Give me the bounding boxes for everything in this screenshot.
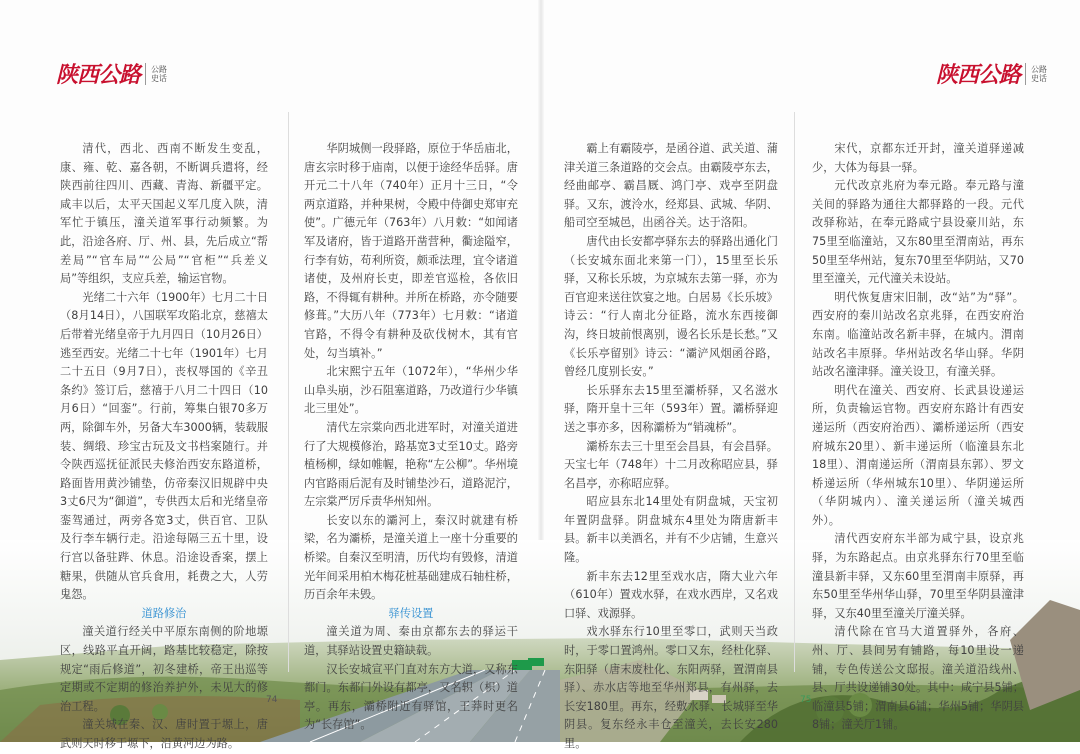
paragraph: 明代在潼关、西安府、长武县设递运所，负责输运官物。西安府东路计有西安递运所（西安府治西）、灞桥递运所（西安府城东20里）、新丰递运所（临潼县东北18里）、渭南递运所（渭南县东郭）、罗文桥递运所（华州城东10里）、华阴递运所（华阴城内）、潼关递运所（潼关城西外）。 bbox=[812, 383, 1024, 527]
paragraph: 长乐驿东去15里至灞桥驿，又名滋水驿，隋开皇十三年（593年）置。灞桥驿迎送之事亦多，因称灞桥为“销魂桥”。 bbox=[564, 383, 778, 434]
text-column-3 bbox=[564, 140, 778, 754]
paragraph: 清代，西北、西南不断发生变乱，康、雍、乾、嘉各朝，不断调兵遣将，经陕西前往四川、西藏、青海、新疆平定。咸丰以后，太平天国起义军几度入陕，清军忙于镇压，潼关道军事行动频繁。为此，沿途各府、厅、州、县，先后成立“帮差局”“官车局”“公局”“官柜”“兵差义局”等组织，支应兵差，输运官物。 bbox=[60, 142, 268, 286]
paragraph: 戏水驿东行10里至零口，武则天当政时，于零口置鸿州。零口又东，经杜化驿、东阳驿（唐末废杜化、东阳两驿，置渭南县驿）、赤水店等地至华州郑县，有州驿，去长安180里。再东，经敷水驿、长城驿至华阴县。复东经永丰仓至潼关，去长安280里。 bbox=[564, 625, 778, 750]
section-heading: 道路修治 bbox=[141, 606, 187, 620]
paragraph: 灞桥东去三十里至会昌县，有会昌驿。天宝七年（748年）十二月改称昭应县，驿名昌亭，亦称昭应驿。 bbox=[564, 439, 778, 490]
paragraph: 光绪二十六年（1900年）七月二十日（8月14日），八国联军攻陷北京，慈禧太后带着光绪皇帝于九月四日（10月26日）逃至西安。光绪二十七年（1901年）七月二十五日（9月7日），丧权辱国的《辛丑条约》签订后，慈禧于八月二十四日（10月6日）“回銮”。行前，筹集白银70多万两，除御车外，另备大车3000辆，装载服装、绸缎、珍宝古玩及文书档案随行。并令陕西巡抚征派民夫修治西安东路道桥，路面皆用黄沙铺垫，仿帝秦汉旧规辟中央3丈6尺为“御道”，专供西太后和光绪皇帝銮驾通过，两旁各宽3丈，供百官、卫队及行李车辆行走。沿途每隔三五十里，设行宫以备驻跸、休息。沿途设香案，摆上糖果，供随从官兵食用，耗费之大，人劳鬼怨。 bbox=[60, 290, 268, 602]
left-masthead bbox=[56, 58, 167, 89]
page-number-left: 74 bbox=[266, 695, 278, 705]
column-rule-1 bbox=[288, 112, 289, 672]
paragraph: 宋代，京都东迁开封，潼关道驿递减少，大体为每县一驿。 bbox=[812, 142, 1024, 174]
paragraph: 潼关城在秦、汉、唐时置于塬上，唐武则天时移于塬下，沿黄河边为路。 bbox=[60, 718, 268, 750]
text-column-1 bbox=[60, 140, 268, 754]
left-section-label: 公路 史话 bbox=[151, 64, 168, 83]
paragraph: 清代左宗棠向西北进军时，对潼关道进行了大规模修治，路基宽3丈至10丈。路旁植杨柳，绿如帷幄，艳称“左公柳”。华州境内官路雨后泥有及时铺垫沙石，道路泥泞，左宗棠严厉斥责华州知州。 bbox=[304, 420, 518, 509]
paragraph: 新丰东去12里至戏水店，隋大业六年（610年）置戏水驿，在戏水西岸，又名戏口驿、戏源驿。 bbox=[564, 569, 778, 620]
right-masthead bbox=[936, 58, 1047, 89]
paragraph: 昭应县东北14里处有阴盘城，天宝初年置阴盘驿。阴盘城东4里处为隋唐新丰县。新丰以美酒名，并有不少店铺，生意兴隆。 bbox=[564, 495, 778, 565]
paragraph: 元代改京兆府为奉元路。奉元路与潼关间的驿路为通往大都驿路的一段。元代改驿称站，在奉元路咸宁县设豪川站，东75里至临潼站，又东80里至渭南站，再东50里至华州站，复东70里至华阴站，又70里至潼关，元代潼关未设站。 bbox=[812, 179, 1024, 286]
paragraph: 长安以东的灞河上，秦汉时就建有桥梁，名为灞桥，是潼关道上一座十分重要的桥梁。自秦汉至明清，历代均有毁修，清道光年间采用柏木梅花桩基础建成石轴柱桥，历百余年未毁。 bbox=[304, 513, 518, 602]
right-section-label: 公路 史话 bbox=[1031, 64, 1048, 83]
paragraph: 清代西安府东半部为咸宁县，设京兆驿，为东路起点。由京兆驿东行70里至临潼县新丰驿，又东60里至渭南丰原驿，再东50里至华州华山驿，70里至华阴县潼津驿，又东40里至潼关厅潼关驿。 bbox=[812, 532, 1024, 620]
left-brand-logo: 陕西公路 bbox=[56, 62, 141, 88]
section-heading: 驿传设置 bbox=[388, 606, 434, 620]
text-column-2 bbox=[304, 140, 518, 735]
text-column-4 bbox=[812, 140, 1024, 735]
column-rule-2 bbox=[794, 112, 795, 672]
paragraph: 潼关道为周、秦由京都东去的驿运干道，其驿站设置史籍缺载。 bbox=[304, 625, 518, 658]
paragraph: 霸上有霸陵亭，是函谷道、武关道、蒲津关道三条道路的交会点。由霸陵亭东去，经曲邮亭、霸昌厩、鸿门亭、戏亭至阴盘驿。又东，渡泠水，经郑县、武城、华阴、船司空至城邑，出函谷关。达于洛阳。 bbox=[564, 142, 778, 230]
paragraph: 唐代由长安都亭驿东去的驿路出通化门（长安城东面北来第一门），15里至长乐驿，又称长乐坡，为京城东去第一驿，亦为百官迎来送往饮宴之地。白居易《长乐坡》诗云：“行人南北分征路，流水东西接御沟，终日坡前恨离别，谩名长乐是长愁。”又《长乐亭留别》诗云：“灞浐风烟函谷路，曾经几度别长安。” bbox=[564, 234, 778, 379]
paragraph: 北宋熙宁五年（1072年），“华州少华山阜头崩，沙石阻塞道路，乃改道行少华镇北三里处”。 bbox=[304, 365, 518, 416]
right-brand-logo: 陕西公路 bbox=[936, 62, 1021, 88]
paragraph: 明代恢复唐宋旧制，改“站”为“驿”。西安府的秦川站改名京兆驿，在西安府治东南。临潼站改名新丰驿，在城内。渭南站改名丰原驿。华州站改名华山驿。华阴站改名潼津驿。潼关设卫，有潼关驿。 bbox=[812, 290, 1024, 379]
paragraph: 潼关道行经关中平原东南侧的阶地塬区，线路平直开阔，路基比较稳定，除按规定“雨后修道”，初冬建桥，帝王出巡等定期或不定期的修治养护外，未见大的修治工程。 bbox=[60, 625, 268, 713]
paragraph: 华阴城侧一段驿路，原位于华岳庙北，唐玄宗时移于庙南，以便于途经华岳驿。唐开元二十八年（740年）正月十三日，“令两京道路，并种果树，令殿中侍御史郑审充使”。广德元年（763年）八月敕：“如闻诸军及诸府，皆于道路开凿营种，衢途隘窄，行李有妨，苟利所资，颇乖法理，宜令诸道诸使，及州府长吏，即差官巡检，各依旧路，不得辄有耕种。并所在桥路，亦令随要修葺。”大历八年（773年）七月敕：“诸道官路，不得令有耕种及砍伐树木，其有官处，勾当填补。” bbox=[304, 142, 518, 360]
paragraph: 清代除在官马大道置驿外，各府、州、厅、县间另有铺路，每10里设一递铺，专色传送公文邸报。潼关道沿线州、县、厅共设递铺30处。其中：咸宁县5铺；临潼县5铺；渭南县6铺；华州5铺；华阴县8铺；潼关厅1铺。 bbox=[812, 625, 1024, 732]
page-number-right: 75 bbox=[800, 695, 812, 705]
left-masthead-divider bbox=[145, 63, 146, 85]
right-masthead-divider bbox=[1025, 63, 1026, 85]
paragraph: 汉长安城宣平门直对东方大道，又称东都门。东都门外设有都亭，又名轵（枳）道亭。再东，灞桥附近有驿馆，王莽时更名为“长存馆”。 bbox=[304, 662, 518, 732]
